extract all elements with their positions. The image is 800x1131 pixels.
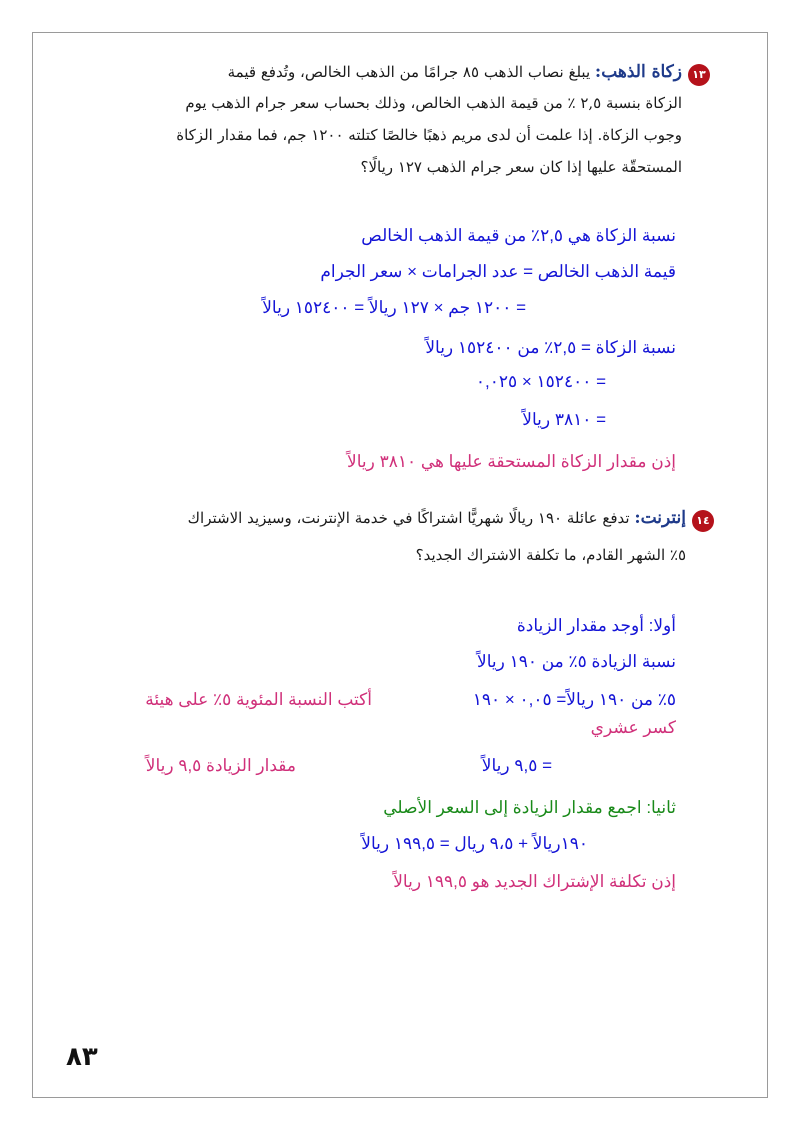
problem-13-line-1 [228,62,682,82]
problem-14-keyword: إنترنت: [634,508,686,528]
problem-14-badge: ١٤ [692,510,714,532]
solution-13-value-formula: قيمة الذهب الخالص = عدد الجرامات × سعر الجرام [320,262,676,281]
solution-14-answer: إذن تكلفة الإشتراك الجديد هو ١٩٩,٥ ريالاً [393,872,676,891]
problem-13-badge: ١٣ [688,64,710,86]
solution-14-step-1-title: أولا: أوجد مقدار الزيادة [516,616,676,635]
solution-13-zakat-calc: = ١٥٢٤٠٠ × ٠,٠٢٥ [475,372,606,391]
solution-14-step-2-title: ثانيا: اجمع مقدار الزيادة إلى السعر الأصلي [383,798,676,817]
problem-13-text-1: يبلغ نصاب الذهب ٨٥ جرامًا من الذهب الخالص، وتُدفع قيمة [227,63,591,81]
solution-14-note-decimal-1: أكتب النسبة المئوية ٥٪ على هيئة [145,690,372,709]
solution-13-zakat-formula: نسبة الزكاة = ٢,٥٪ من ١٥٢٤٠٠ ريالاً [425,338,676,357]
page-frame [32,32,768,1098]
problem-14-line-2: ٥٪ الشهر القادم، ما تكلفة الاشتراك الجديد؟ [415,546,686,564]
solution-14-increase-calc: ٥٪ من ١٩٠ ريالاً= ٠,٠٥ × ١٩٠ [472,690,676,709]
solution-13-answer: إذن مقدار الزكاة المستحقة عليها هي ٣٨١٠ ريالاً [347,452,676,471]
solution-14-note-increase: مقدار الزيادة ٩,٥ ريالاً [145,756,296,775]
problem-13-line-3: وجوب الزكاة. إذا علمت أن لدى مريم ذهبًا خالصًا كتلته ١٢٠٠ جم، فما مقدار الزكاة [176,126,682,144]
problem-14-text-1: تدفع عائلة ١٩٠ ريالًا شهريًّا اشتراكًا في خدمة الإنترنت، وسيزيد الاشتراك [187,509,630,527]
solution-14-increase-result: = ٩,٥ ريالاً [481,756,552,775]
solution-13-rate: نسبة الزكاة هي ٢,٥٪ من قيمة الذهب الخالص [361,226,676,245]
solution-14-rate: نسبة الزيادة ٥٪ من ١٩٠ ريالاً [477,652,676,671]
problem-14-line-1 [188,508,686,528]
solution-13-value-calc: = ١٢٠٠ جم × ١٢٧ ريالاً = ١٥٢٤٠٠ ريالاً [262,298,526,317]
page-number: ٨٣ [66,1042,98,1072]
problem-13-line-2: الزكاة بنسبة ٢,٥ ٪ من قيمة الذهب الخالص، وذلك بحساب سعر جرام الذهب يوم [185,94,682,112]
problem-13-line-4: المستحقّة عليها إذا كان سعر جرام الذهب ١٢٧ ريالًا؟ [360,158,682,176]
solution-14-total-calc: ١٩٠ريالاً + ٩،٥ ريال = ١٩٩,٥ ريالاً [361,834,588,853]
solution-14-note-decimal-2: كسر عشري [590,718,676,737]
solution-13-zakat-result: = ٣٨١٠ ريالاً [522,410,606,429]
problem-13-keyword: زكاة الذهب: [594,62,682,82]
